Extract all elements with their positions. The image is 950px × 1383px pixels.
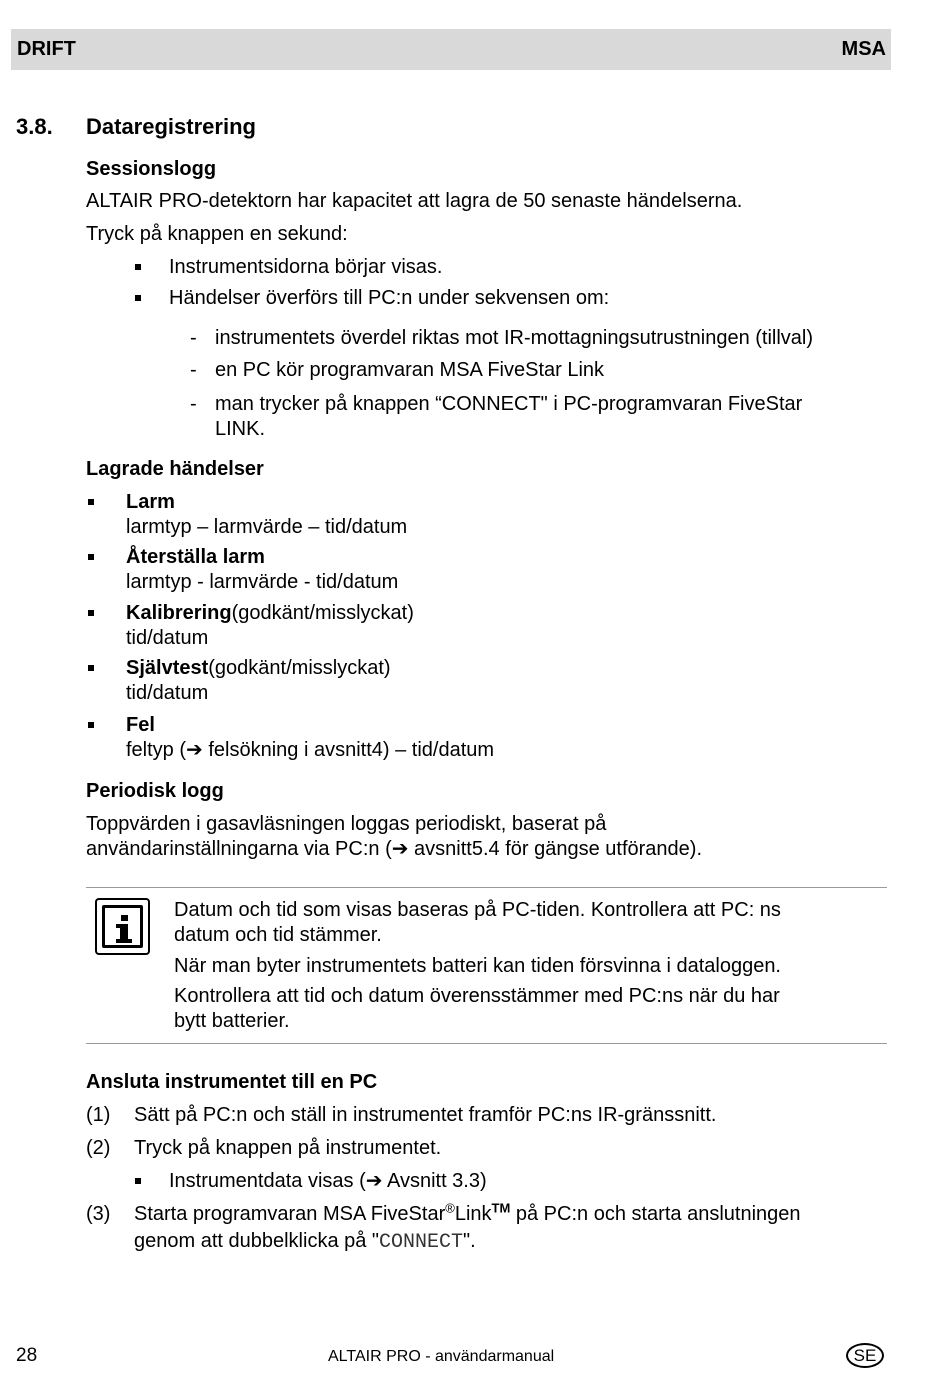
info-icon [95, 898, 150, 955]
info-divider-bottom [86, 1043, 887, 1044]
list-item: instrumentets överdel riktas mot IR-mottagningsutrustningen (tillval) [215, 327, 814, 349]
list-item: man trycker på knappen “CONNECT" i PC-programvaran FiveStar [215, 393, 803, 415]
paragraph: Tryck på knappen en sekund: [86, 223, 348, 245]
event-detail: tid/datum [126, 682, 209, 704]
arrow-icon: ➔ [365, 1170, 383, 1192]
list-item: Instrumentdata visas (➔ Avsnitt 3.3) [169, 1170, 487, 1192]
section-number: 3.8. [16, 114, 53, 139]
ansluta-heading: Ansluta instrumentet till en PC [86, 1071, 378, 1093]
event-detail: feltyp (➔ felsökning i avsnitt4) – tid/datum [126, 739, 495, 761]
lagrade-heading: Lagrade händelser [86, 458, 264, 480]
step-number: (1) [86, 1104, 111, 1126]
info-text: Datum och tid som visas baseras på PC-tiden. Kontrollera att PC: ns [174, 899, 781, 921]
dash-marker: - [190, 359, 197, 381]
registered-mark: ® [445, 1200, 455, 1216]
paragraph: användarinställningarna via PC:n (➔ avsnitt5.4 för gängse utförande). [86, 838, 703, 860]
step-text: Sätt på PC:n och ställ in instrumentet framför PC:ns IR-gränssnitt. [134, 1104, 717, 1126]
event-detail: larmtyp – larmvärde – tid/datum [126, 516, 408, 538]
trademark-mark: TM [491, 1200, 511, 1216]
sessionslogg-heading: Sessionslogg [86, 158, 217, 180]
connect-label: CONNECT [379, 1231, 464, 1254]
paragraph: ALTAIR PRO-detektorn har kapacitet att lagra de 50 senaste händelserna. [86, 190, 743, 212]
event-title: Kalibrering [126, 602, 232, 624]
language-badge: SE [846, 1343, 884, 1368]
bullet-icon [135, 264, 141, 270]
arrow-icon: ➔ [186, 739, 203, 761]
info-text: bytt batterier. [174, 1010, 290, 1032]
list-item: Händelser överförs till PC:n under sekvensen om: [169, 287, 610, 309]
event-line [126, 656, 391, 681]
bullet-icon [88, 722, 94, 728]
footer-title: ALTAIR PRO - användarmanual [328, 1348, 555, 1365]
event-title: Fel [126, 714, 155, 736]
paragraph: Toppvärden i gasavläsningen loggas periodiskt, baserat på [86, 813, 607, 835]
event-line [126, 601, 414, 626]
header-brand: MSA [841, 38, 886, 60]
header-section: DRIFT [17, 38, 76, 60]
bullet-icon [88, 610, 94, 616]
list-item: Instrumentsidorna börjar visas. [169, 256, 443, 278]
list-item-continuation: LINK. [215, 418, 266, 440]
step-number: (3) [86, 1203, 111, 1225]
periodisk-heading: Periodisk logg [86, 780, 224, 802]
step-text: genom att dubbelklicka på "CONNECT". [134, 1230, 476, 1254]
event-detail: tid/datum [126, 627, 209, 649]
event-title: Larm [126, 491, 175, 513]
event-title: Återställa larm [126, 546, 265, 568]
step-text: Tryck på knappen på instrumentet. [134, 1137, 442, 1159]
info-divider-top [86, 887, 887, 888]
section-title: Dataregistrering [86, 114, 256, 139]
bullet-icon [88, 665, 94, 671]
bullet-icon [88, 499, 94, 505]
step-number: (2) [86, 1137, 111, 1159]
header-bar [11, 29, 891, 70]
page-number: 28 [16, 1345, 38, 1366]
info-text: När man byter instrumentets batteri kan tiden försvinna i dataloggen. [174, 955, 781, 977]
event-suffix: (godkänt/misslyckat) [231, 602, 414, 624]
dash-marker: - [190, 327, 197, 349]
list-item: en PC kör programvaran MSA FiveStar Link [215, 359, 605, 381]
event-title: Självtest [126, 657, 209, 679]
event-suffix: (godkänt/misslyckat) [208, 657, 391, 679]
info-text: datum och tid stämmer. [174, 924, 382, 946]
dash-marker: - [190, 393, 197, 415]
event-detail: larmtyp - larmvärde - tid/datum [126, 571, 399, 593]
info-text: Kontrollera att tid och datum överensstämmer med PC:ns när du har [174, 985, 780, 1007]
bullet-icon [135, 1178, 141, 1184]
bullet-icon [135, 295, 141, 301]
bullet-icon [88, 554, 94, 560]
step-text: Starta programvaran MSA FiveStar®Link™ på PC:n och starta anslutningen [134, 1200, 801, 1225]
arrow-icon: ➔ [391, 838, 409, 860]
